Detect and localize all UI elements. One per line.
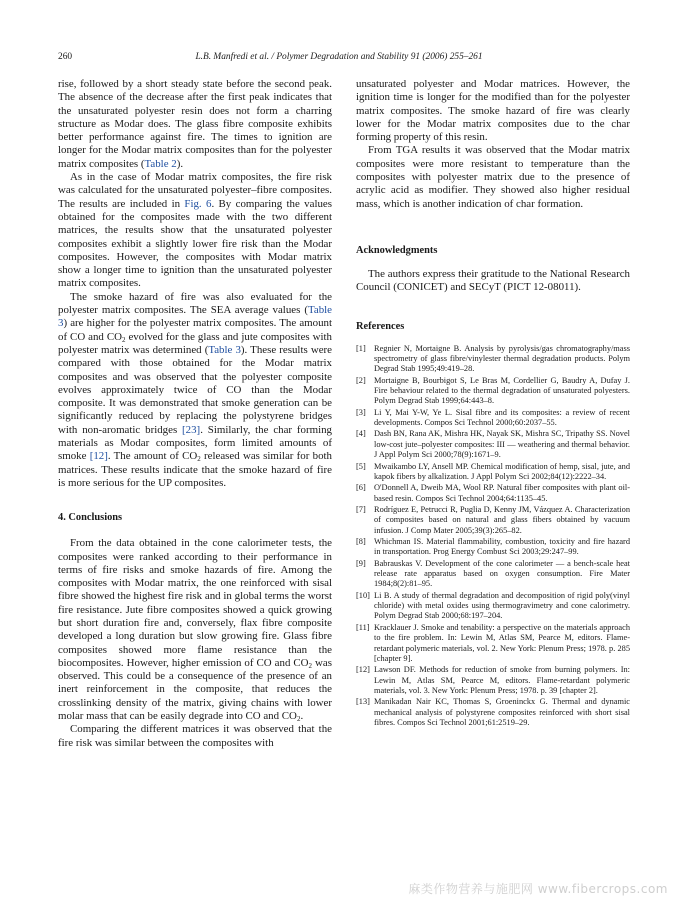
reference-text: Dash BN, Rana AK, Mishra HK, Nayak SK, Mishra SC, Tripathy SS. Novel low-cost jute–polyester composites: III — weathering and thermal behavior. J Appl Polym Sci 2000;78(9):1671–9. — [374, 429, 630, 459]
reference-item[interactable] — [356, 591, 630, 622]
text-span: The smoke hazard of fire was also evaluated for the polyester matrix composites. The SEA average values ( — [58, 290, 332, 317]
reference-item[interactable] — [356, 344, 630, 375]
reference-text: Babrauskas V. Development of the cone calorimeter — a bench-scale heat release rate apparatus based on oxygen consumption. Fire Mater 1984;8(2):81–95. — [374, 558, 630, 589]
text-span: As in the case of Modar matrix composites, the fire risk was calculated for the unsaturated polyester–fibre composites. The results are included in — [58, 171, 332, 210]
reference-text: Rodríguez E, Petrucci R, Puglia D, Kenny JM, Vázquez A. Characterization of composites based on natural and glass fibers obtained by vacuum infusion. J Comp Mater 2005;39(3):265–82. — [374, 505, 630, 535]
reference-item[interactable] — [356, 559, 630, 590]
spacer — [356, 211, 630, 245]
text-span: . By comparing the values obtained for the composites made with the two different matrices, the results show that the unsaturated polyester composites exhibit a slightly lower fire risk than the Modar composites. However, the composites with Modar matrix show a longer time to ignition than the unsaturated polyester matrix composites. — [58, 197, 333, 290]
spacer — [356, 332, 630, 344]
paragraph — [58, 78, 332, 171]
reference-item[interactable] — [356, 483, 630, 504]
table-3-link[interactable]: Table 3 — [208, 343, 241, 356]
paragraph — [58, 291, 332, 490]
text-span: was observed. This could be a consequence of the presence of an inert reinforcement in the composite, that reduces the crosslinking density of the matrix, giving chains with lower molar mass that can be easily degrade into CO and CO — [58, 656, 332, 723]
acknowledgments-text: The authors express their gratitude to the National Research Council (CONICET) and SECyT (PICT 12-08011). — [356, 267, 630, 294]
fig-6-link[interactable]: Fig. 6 — [184, 197, 212, 210]
reference-number: [5] — [356, 461, 366, 471]
text-span: ). — [176, 157, 184, 170]
page-header — [58, 52, 620, 66]
paragraph: unsaturated polyester and Modar matrices. However, the ignition time is longer for the modified than for the polyester matrix composites. The smoke hazard of fire was clearly lower for the Modar matrix composites due to the char forming property of this resin. — [356, 78, 630, 144]
spacer — [58, 523, 332, 537]
right-column — [356, 78, 630, 729]
paragraph: From TGA results it was observed that the Modar matrix composites were more resistant to temperature than the composites with polyester matrix due to the presence of acrylic acid as modifier. They showed also higher residual mass, which is another indication of char formation. — [356, 144, 630, 210]
reference-number: [9] — [356, 558, 366, 568]
paragraph — [58, 537, 332, 723]
reference-number: [6] — [356, 483, 366, 493]
text-span: . The amount of CO — [107, 450, 198, 463]
subscript: 2 — [296, 715, 301, 724]
text-span: ) are higher for the polyester matrix composites. The amount of CO and CO — [58, 317, 332, 343]
reference-item[interactable] — [356, 505, 630, 536]
reference-text: Regnier N, Mortaigne B. Analysis by pyrolysis/gas chromatography/mass spectrometry of glass fibre/vinylester thermal degradation products. Polym Degrad Stab 1995;49:419–28. — [374, 343, 630, 374]
reference-text: Mwaikambo LY, Ansell MP. Chemical modification of hemp, sisal, jute, and kapok fibers by alkalization. J Appl Polym Sci 2002;84(12):2222–34. — [374, 461, 630, 481]
reference-number: [10] — [356, 590, 370, 600]
ref-23-link[interactable]: [23] — [182, 423, 201, 436]
text-span: From the data obtained in the cone calorimeter tests, the composites were ranked according to their performance in terms of fire risks and smoke hazards of fire. Among the composites with Modar matrix, the one reinforced with sisal fibre showed the highest fire risk and in global terms the worst fire resistance. Jute fibre composites showed a quick growing but short duration fire and, conversely, flax fibre composite developed a long duration but slow growing fire. Glass fibre composites showed more flame resistance than the biocomposites. However, higher emission of CO and CO — [58, 537, 332, 669]
reference-number: [11] — [356, 623, 370, 633]
reference-number: [7] — [356, 505, 366, 515]
spacer — [356, 256, 630, 268]
text-span: rise, followed by a short steady state before the second peak. The absence of the decrease after the first peak indicates that the unsaturated polyester resin does not form a charring structure as Modar does. The glass fibre composite exhibits better performance against fire. The times to ignition are longer for the Modar matrix composites than for the polyester matrix composites ( — [58, 78, 332, 170]
reference-number: [8] — [356, 537, 366, 547]
reference-text: Kracklauer J. Smoke and tenability: a perspective on the materials approach to the fire problem. In: Lewin M, Atlas SM, Pearce M, editors. Flame-retardant polymeric materials, vol. 2. New York: Plenum Press; 1978. p. 285 [chapter 9]. — [374, 623, 630, 663]
subscript: 2 — [197, 455, 201, 464]
reference-number: [1] — [356, 343, 366, 353]
reference-text: Li Y, Mai Y-W, Ye L. Sisal fibre and its composites: a review of recent developments. Compos Sci Technol 2000;60:2037–55. — [374, 407, 630, 427]
reference-text: Mortaigne B, Bourbigot S, Le Bras M, Cordellier G, Baudry A, Dufay J. Fire behaviour related to the thermal degradation of unsaturated polyesters. Polym Degrad Stab 1999;64:443–8. — [374, 375, 630, 406]
subscript: 2 — [122, 335, 126, 344]
reference-number: [12] — [356, 665, 370, 675]
watermark: 麻类作物营养与施肥网 www.fibercrops.com — [408, 882, 668, 896]
table-2-link[interactable]: Table 2 — [144, 157, 177, 170]
reference-list — [356, 344, 630, 729]
table-3-link[interactable]: Table 3 — [58, 304, 332, 330]
reference-item[interactable] — [356, 697, 630, 728]
running-title: L.B. Manfredi et al. / Polymer Degradation and Stability 91 (2006) 255–261 — [195, 52, 483, 62]
reference-item[interactable] — [356, 376, 630, 407]
left-column — [58, 78, 332, 750]
paragraph — [58, 171, 332, 291]
reference-text: Whichman IS. Material flammability, combustion, toxicity and fire hazard in transportation. Prog Energy Combust Sci 2003;29:247–99. — [374, 537, 630, 557]
reference-text: O'Donnell A, Dweib MA, Wool RP. Natural fiber composites with plant oil-based resin. Compos Sci Technol 2004;64:1135–45. — [374, 483, 630, 503]
text-span: . — [300, 710, 304, 723]
reference-number: [2] — [356, 375, 366, 385]
reference-number: [13] — [356, 697, 370, 707]
text-span: released was similar for both matrices. These results indicate that the smoke hazard of fire is more serious for the UP composites. — [58, 450, 332, 489]
ref-12-link[interactable]: [12] — [89, 450, 108, 463]
paragraph: Comparing the different matrices it was observed that the fire risk was similar between the composites with — [58, 723, 332, 749]
conclusions-heading: 4. Conclusions — [58, 512, 123, 524]
spacer — [356, 295, 630, 321]
reference-number: [4] — [356, 429, 366, 439]
reference-item[interactable] — [356, 665, 630, 696]
reference-text: Li B. A study of thermal degradation and decomposition of rigid poly(vinyl chloride) with metal oxides using thermogravimetry and cone calorimetry. Polym Degrad Stab 2000;68:197–204. — [374, 590, 630, 621]
reference-item[interactable] — [356, 429, 630, 460]
reference-item[interactable] — [356, 462, 630, 483]
subscript: 2 — [308, 661, 313, 670]
text-span: ). These results were compared with those obtained for the Modar matrix composites and was observed that the polyester composite evolves approximately twice of CO than the Modar composite. It was demonstrated that smoke generation can be significantly reduced by replacing the polystyrene bridges with non-aromatic bridges — [58, 343, 332, 436]
reference-item[interactable] — [356, 537, 630, 558]
page-number: 260 — [58, 52, 73, 62]
reference-text: Lawson DF. Methods for reduction of smoke from burning polymers. In: Lewin M, Atlas SM, Pearce M, editors. Flame-retardant polymeric materials, vol. 3. New York: Plenum Press; 1978. p. 39 [chapter 2]. — [374, 665, 630, 695]
reference-number: [3] — [356, 407, 366, 417]
text-span: . Similarly, the char forming materials as Modar composites, form limited amounts of smoke — [58, 423, 332, 463]
acknowledgments-heading: Acknowledgments — [356, 244, 438, 256]
reference-text: Manikadan Nair KC, Thomas S, Groeninckx G. Thermal and dynamic mechanical analysis of polystyrene composites reinforced with short sisal fibres. Compos Sci Technol 2001;61:2519–29. — [374, 697, 630, 727]
spacer — [58, 490, 332, 512]
reference-item[interactable] — [356, 408, 630, 429]
reference-item[interactable] — [356, 623, 630, 664]
text-span: evolved for the glass and jute composites with polyester matrix was determined ( — [58, 330, 332, 356]
references-heading: References — [356, 320, 405, 332]
